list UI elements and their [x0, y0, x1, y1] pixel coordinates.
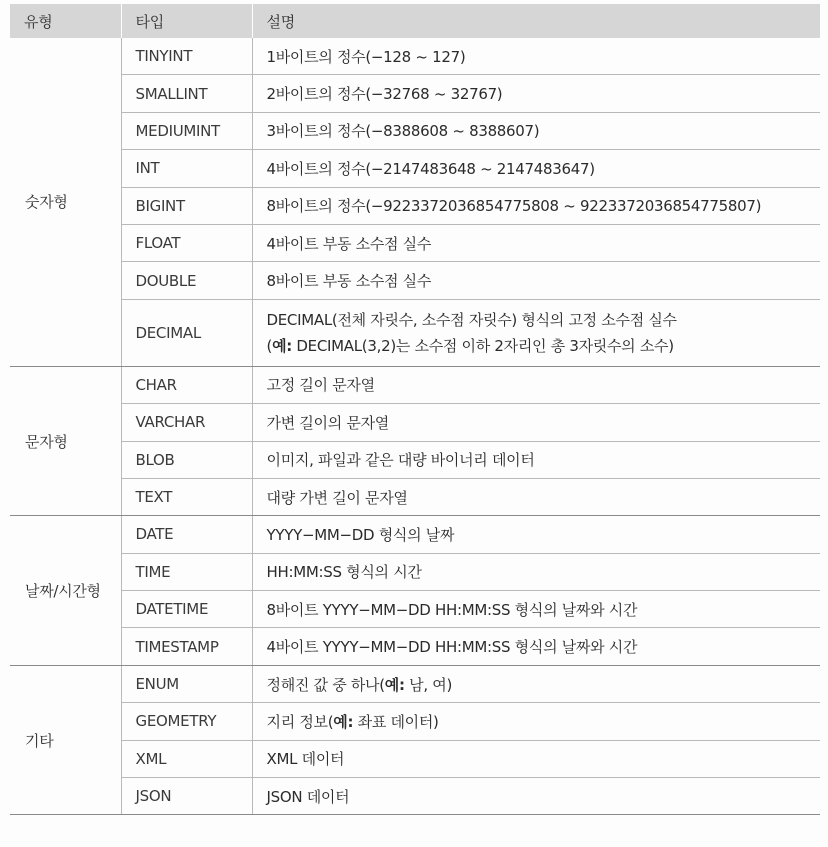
type-cell: FLOAT: [121, 224, 252, 261]
desc-cell: [252, 703, 820, 740]
type-cell: SMALLINT: [121, 75, 252, 112]
table-row: [10, 404, 820, 441]
header-type: 타입: [121, 4, 252, 38]
type-cell: TIMESTAMP: [121, 628, 252, 665]
table-row: [10, 150, 820, 187]
type-cell: TEXT: [121, 478, 252, 515]
group-label-other: 기타: [10, 665, 121, 815]
desc-line: DECIMAL(전체 자릿수, 소수점 자릿수) 형식의 고정 소수점 실수: [266, 310, 677, 329]
table-row: [10, 441, 820, 478]
type-cell: TINYINT: [121, 38, 252, 75]
desc-text: 정해진 값 중 하나(: [266, 675, 385, 694]
type-cell: BIGINT: [121, 187, 252, 224]
desc-example-line: [267, 333, 821, 359]
header-description: 설명: [252, 4, 820, 38]
table-row: [10, 75, 820, 112]
table-row: [10, 778, 820, 815]
example-label: 예:: [333, 712, 354, 731]
type-cell: DATE: [121, 516, 252, 553]
type-cell: TIME: [121, 553, 252, 590]
header-category: 유형: [10, 4, 121, 38]
table-row: [10, 553, 820, 590]
desc-cell: 4바이트 YYYY−MM−DD HH:MM:SS 형식의 날짜와 시간: [252, 628, 820, 665]
desc-cell: 3바이트의 정수(−8388608 ~ 8388607): [252, 112, 820, 149]
type-cell: DOUBLE: [121, 262, 252, 299]
desc-cell: 8바이트 부동 소수점 실수: [252, 262, 820, 299]
table-row: [10, 740, 820, 777]
type-cell: CHAR: [121, 366, 252, 403]
data-types-table: [10, 4, 820, 815]
group-label-datetime: 날짜/시간형: [10, 516, 121, 666]
type-cell: MEDIUMINT: [121, 112, 252, 149]
table-row: [10, 366, 820, 403]
table-row: [10, 262, 820, 299]
desc-cell: 4바이트의 정수(−2147483648 ~ 2147483647): [252, 150, 820, 187]
example-open-paren: (: [266, 336, 273, 355]
example-text: DECIMAL(3,2)는 소수점 이하 2자리인 총 3자릿수의 소수): [291, 336, 674, 355]
table-row: [10, 516, 820, 553]
header-row: [10, 4, 820, 38]
table-row: [10, 224, 820, 261]
type-cell: DECIMAL: [121, 299, 252, 366]
table-row: [10, 187, 820, 224]
desc-text: 지리 정보(: [266, 712, 334, 731]
desc-text: 좌표 데이터): [353, 712, 439, 731]
table-row: [10, 591, 820, 628]
table-row: [10, 703, 820, 740]
type-cell: GEOMETRY: [121, 703, 252, 740]
type-cell: INT: [121, 150, 252, 187]
desc-cell: 가변 길이의 문자열: [252, 404, 820, 441]
type-cell: JSON: [121, 778, 252, 815]
example-label: 예:: [272, 336, 292, 355]
table-row: [10, 478, 820, 515]
desc-cell: [252, 299, 820, 366]
desc-cell: 이미지, 파일과 같은 대량 바이너리 데이터: [252, 441, 820, 478]
desc-text: 남, 여): [404, 675, 453, 694]
table-row: [10, 112, 820, 149]
table-row: [10, 38, 820, 75]
desc-cell: 대량 가변 길이 문자열: [252, 478, 820, 515]
type-cell: VARCHAR: [121, 404, 252, 441]
group-label-string: 문자형: [10, 366, 121, 516]
table-row: [10, 299, 820, 366]
desc-cell: [252, 665, 820, 702]
desc-cell: HH:MM:SS 형식의 시간: [252, 553, 820, 590]
desc-cell: 고정 길이 문자열: [252, 366, 820, 403]
group-label-numeric: 숫자형: [10, 38, 121, 366]
type-cell: XML: [121, 740, 252, 777]
type-cell: ENUM: [121, 665, 252, 702]
desc-cell: YYYY−MM−DD 형식의 날짜: [252, 516, 820, 553]
desc-cell: 8바이트 YYYY−MM−DD HH:MM:SS 형식의 날짜와 시간: [252, 591, 820, 628]
desc-cell: JSON 데이터: [252, 778, 820, 815]
desc-cell: XML 데이터: [252, 740, 820, 777]
table-row: [10, 665, 820, 702]
desc-cell: 4바이트 부동 소수점 실수: [252, 224, 820, 261]
type-cell: BLOB: [121, 441, 252, 478]
desc-cell: 1바이트의 정수(−128 ~ 127): [252, 38, 820, 75]
desc-cell: 2바이트의 정수(−32768 ~ 32767): [252, 75, 820, 112]
table-row: [10, 628, 820, 665]
example-label: 예:: [384, 675, 405, 694]
desc-cell: 8바이트의 정수(−9223372036854775808 ~ 9223372036854775807): [252, 187, 820, 224]
type-cell: DATETIME: [121, 591, 252, 628]
